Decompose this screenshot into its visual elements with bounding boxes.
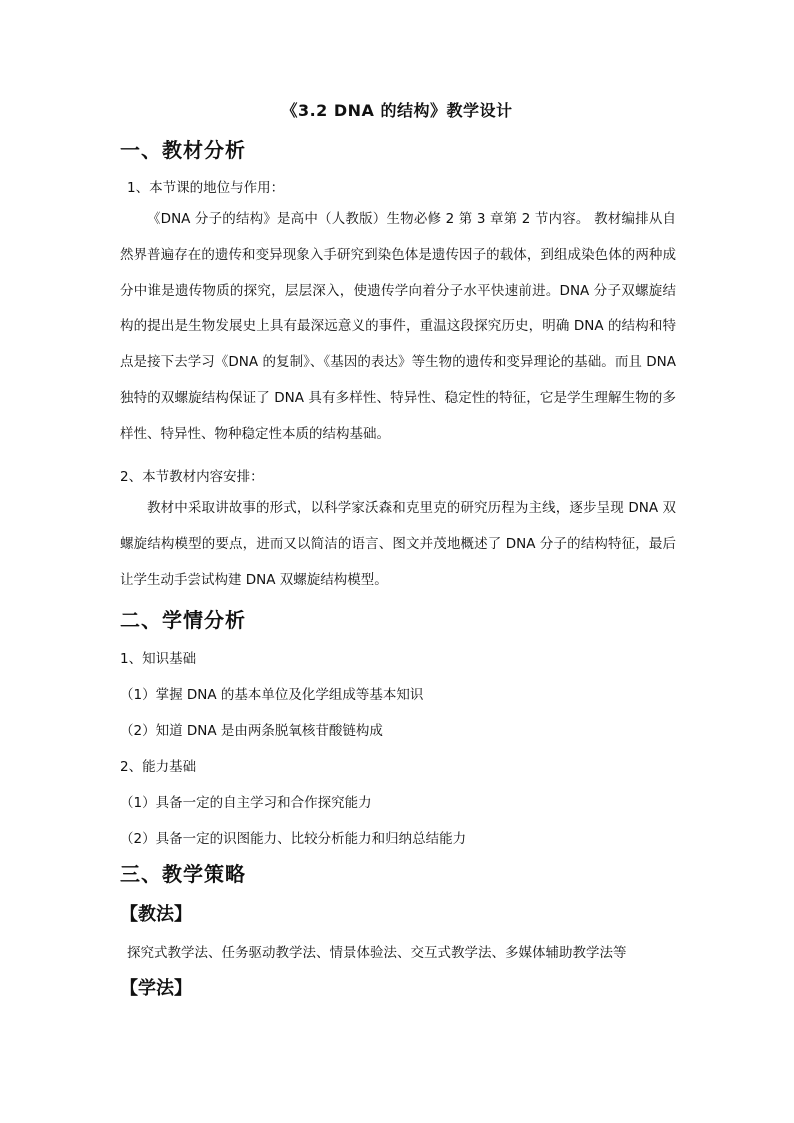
paragraph-text: 《DNA 分子的结构》是高中（人教版）生物必修 2 第 3 章第 2 节内容。 教材编排从自然界普遍存在的遗传和变异现象入手研究到染色体是遗传因子的载体，到组成染色体的两种成分中谁是遗传物质的探究，层层深入，使遗传学向着分子水平快速前进。DNA 分子双螺旋结构的提出是生物发展史上具有最深远意义的事件，重温这段探究历史，明确 DNA 的结构和特点是接下去学习《DNA 的复制》、《基因的表达》等生物的遗传和变异理论的基础。而且 DNA 独特的双螺旋结构保证了 DNA 具有多样性、特异性、稳定性的特征，它是学生理解生物的多样性、特异性、物种稳定性本质的结构基础。 [120,211,676,442]
paragraph [120,202,676,453]
section-heading-1: 一、教材分析 [120,138,246,162]
section-heading-3: 三、教学策略 [120,862,246,886]
section-heading-2: 二、学情分析 [120,608,246,632]
document-title: 《3.2 DNA 的结构》教学设计 [281,101,513,120]
list-item: （1）具备一定的自主学习和合作探究能力 [120,795,372,811]
subsection-heading: 2、本节教材内容安排： [120,469,264,485]
subsection-heading: 1、知识基础 [120,651,197,667]
subsection-heading: 2、能力基础 [120,759,197,775]
list-item: （2）知道 DNA 是由两条脱氧核苷酸链构成 [120,723,383,739]
study-methods-heading: 【学法】 [120,978,192,999]
paragraph [120,491,676,598]
methods-text: 探究式教学法、任务驱动教学法、情景体验法、交互式教学法、多媒体辅助教学法等 [127,945,627,961]
list-item: （2）具备一定的识图能力、比较分析能力和归纳总结能力 [120,831,467,847]
methods-heading: 【教法】 [120,904,192,925]
subsection-heading: 1、本节课的地位与作用： [127,180,285,196]
list-item: （1）掌握 DNA 的基本单位及化学组成等基本知识 [120,687,424,703]
paragraph-text: 教材中采取讲故事的形式，以科学家沃森和克里克的研究历程为主线，逐步呈现 DNA 双螺旋结构模型的要点，进而又以简洁的语言、图文并茂地概述了 DNA 分子的结构特征，最后让学生动手尝试构建 DNA 双螺旋结构模型。 [120,500,676,588]
